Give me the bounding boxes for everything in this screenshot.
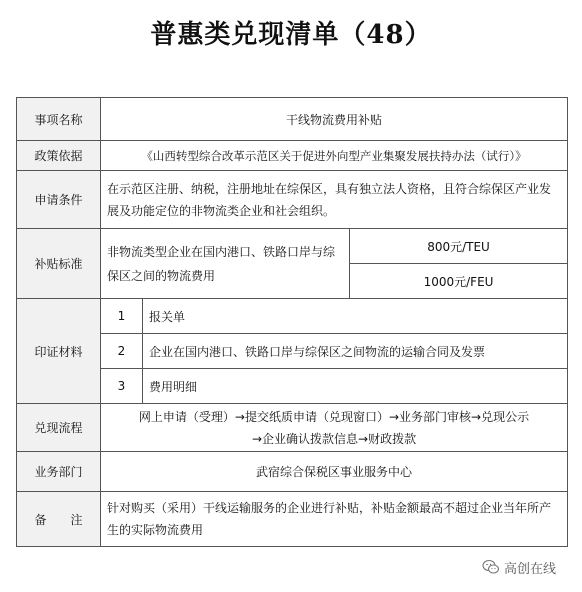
subsidy-rate-feu: 1000元/FEU xyxy=(350,264,568,299)
material-number: 2 xyxy=(101,334,143,369)
conditions-value: 在示范区注册、纳税，注册地址在综保区，具有独立法人资格，且符合综保区产业发展及功能定位的非物流类企业和社会组织。 xyxy=(101,171,568,229)
process-line-1: 网上申请（受理）→提交纸质申请（兑现窗口）→业务部门审核→兑现公示 xyxy=(138,409,530,424)
material-text: 企业在国内港口、铁路口岸与综保区之间物流的运输合同及发票 xyxy=(143,334,568,369)
material-text: 费用明细 xyxy=(143,369,568,404)
watermark xyxy=(482,554,574,580)
process-value xyxy=(101,404,568,452)
row-process xyxy=(17,404,568,452)
material-number: 3 xyxy=(101,369,143,404)
material-number: 1 xyxy=(101,299,143,334)
remarks-label: 备 注 xyxy=(17,492,101,547)
row-policy-basis xyxy=(17,141,568,171)
conditions-label: 申请条件 xyxy=(17,171,101,229)
subsidy-rate-teu: 800元/TEU xyxy=(350,229,568,264)
wechat-icon xyxy=(482,558,500,576)
materials-label: 印证材料 xyxy=(17,299,101,404)
row-conditions xyxy=(17,171,568,229)
policy-table xyxy=(16,97,568,547)
row-remarks xyxy=(17,492,568,547)
row-material-1 xyxy=(17,299,568,334)
watermark-text: 高创在线 xyxy=(504,561,557,577)
subsidy-desc: 非物流类型企业在国内港口、铁路口岸与综保区之间的物流费用 xyxy=(101,229,350,299)
department-value: 武宿综合保税区事业服务中心 xyxy=(101,452,568,492)
page-title: 普惠类兑现清单（48） xyxy=(150,20,432,50)
row-department xyxy=(17,452,568,492)
subsidy-label: 补贴标准 xyxy=(17,229,101,299)
material-text: 报关单 xyxy=(143,299,568,334)
policy-basis-label: 政策依据 xyxy=(17,141,101,171)
policy-basis-value: 《山西转型综合改革示范区关于促进外向型产业集聚发展扶持办法（试行）》 xyxy=(101,141,568,171)
department-label: 业务部门 xyxy=(17,452,101,492)
row-item-name xyxy=(17,98,568,141)
item-name-value: 干线物流费用补贴 xyxy=(101,98,568,141)
process-line-2: →企业确认拨款信息→财政拨款 xyxy=(251,431,417,446)
item-name-label: 事项名称 xyxy=(17,98,101,141)
remarks-value: 针对购买（采用）干线运输服务的企业进行补贴，补贴金额最高不超过企业当年所产生的实际物流费用 xyxy=(101,492,568,547)
row-subsidy-1 xyxy=(17,229,568,264)
process-label: 兑现流程 xyxy=(17,404,101,452)
